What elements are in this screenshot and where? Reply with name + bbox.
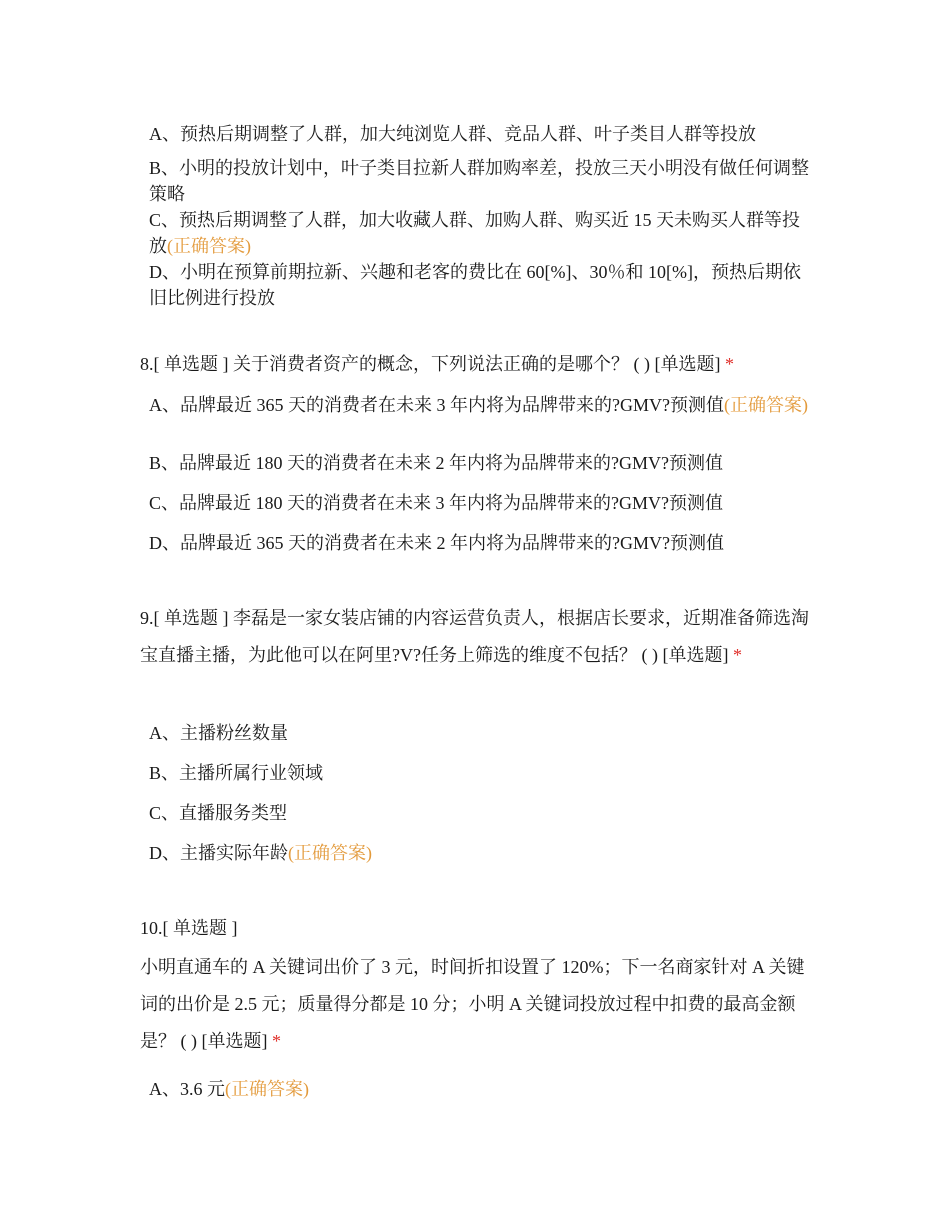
question-10-prompt: [140, 949, 810, 1060]
option-text: C、直播服务类型: [149, 803, 288, 823]
required-mark: *: [724, 354, 734, 374]
correct-answer-label: (正确答案): [723, 395, 808, 415]
option-text: C、品牌最近 180 天的消费者在未来 3 年内将为品牌带来的?GMV?预测值: [149, 493, 723, 513]
option-text: D、主播实际年龄: [149, 843, 288, 863]
option-text: B、主播所属行业领域: [149, 763, 324, 783]
correct-answer-label: (正确答案): [167, 236, 251, 256]
question-10-header: [140, 910, 810, 947]
option-a: [149, 720, 809, 746]
question-header-text: 10.[ 单选题 ]: [140, 918, 238, 938]
option-a: [149, 1076, 809, 1102]
required-mark: *: [732, 645, 742, 665]
question-text: 小明直通车的 A 关键词出价了 3 元，时间折扣设置了 120%；下一名商家针对 A 关键词的出价是 2.5 元；质量得分都是 10 分；小明 A 关键词投放过程中扣费的最高金额是？ ( ) [单选题]: [140, 957, 805, 1051]
option-text: A、主播粉丝数量: [149, 723, 288, 743]
option-d: [149, 530, 809, 556]
option-c: [149, 800, 809, 826]
option-text: B、小明的投放计划中，叶子类目拉新人群加购率差，投放三天小明没有做任何调整策略: [149, 158, 810, 204]
option-a: [149, 121, 809, 147]
option-d: [149, 840, 809, 866]
option-d: [149, 259, 809, 311]
option-text: B、品牌最近 180 天的消费者在未来 2 年内将为品牌带来的?GMV?预测值: [149, 453, 723, 473]
option-b: [149, 450, 809, 476]
required-mark: *: [271, 1031, 281, 1051]
question-9-prompt: [140, 600, 810, 674]
option-b: [149, 760, 809, 786]
option-text: A、品牌最近 365 天的消费者在未来 3 年内将为品牌带来的?GMV?预测值: [149, 395, 724, 415]
question-text: 8.[ 单选题 ] 关于消费者资产的概念，下列说法正确的是哪个？ ( ) [单选题]: [140, 354, 721, 374]
option-c: [149, 490, 809, 516]
option-text: A、预热后期调整了人群，加大纯浏览人群、竞品人群、叶子类目人群等投放: [149, 124, 756, 144]
question-8-prompt: [140, 346, 810, 383]
option-text: D、小明在预算前期拉新、兴趣和老客的费比在 60[%]、30％和 10[%]，预热后期依旧比例进行投放: [149, 262, 801, 308]
option-text: C、预热后期调整了人群，加大收藏人群、加购人群、购买近 15 天未购买人群等投放: [149, 210, 801, 256]
correct-answer-label: (正确答案): [225, 1079, 309, 1099]
correct-answer-label: (正确答案): [288, 843, 372, 863]
option-a: [149, 392, 809, 418]
option-text: D、品牌最近 365 天的消费者在未来 2 年内将为品牌带来的?GMV?预测值: [149, 533, 724, 553]
question-text: 9.[ 单选题 ] 李磊是一家女装店铺的内容运营负责人，根据店长要求，近期准备筛选淘宝直播主播，为此他可以在阿里?V?任务上筛选的维度不包括？ ( ) [单选题]: [140, 608, 809, 665]
option-b: [149, 155, 809, 207]
option-text: A、3.6 元: [149, 1079, 225, 1099]
option-c: [149, 207, 809, 259]
